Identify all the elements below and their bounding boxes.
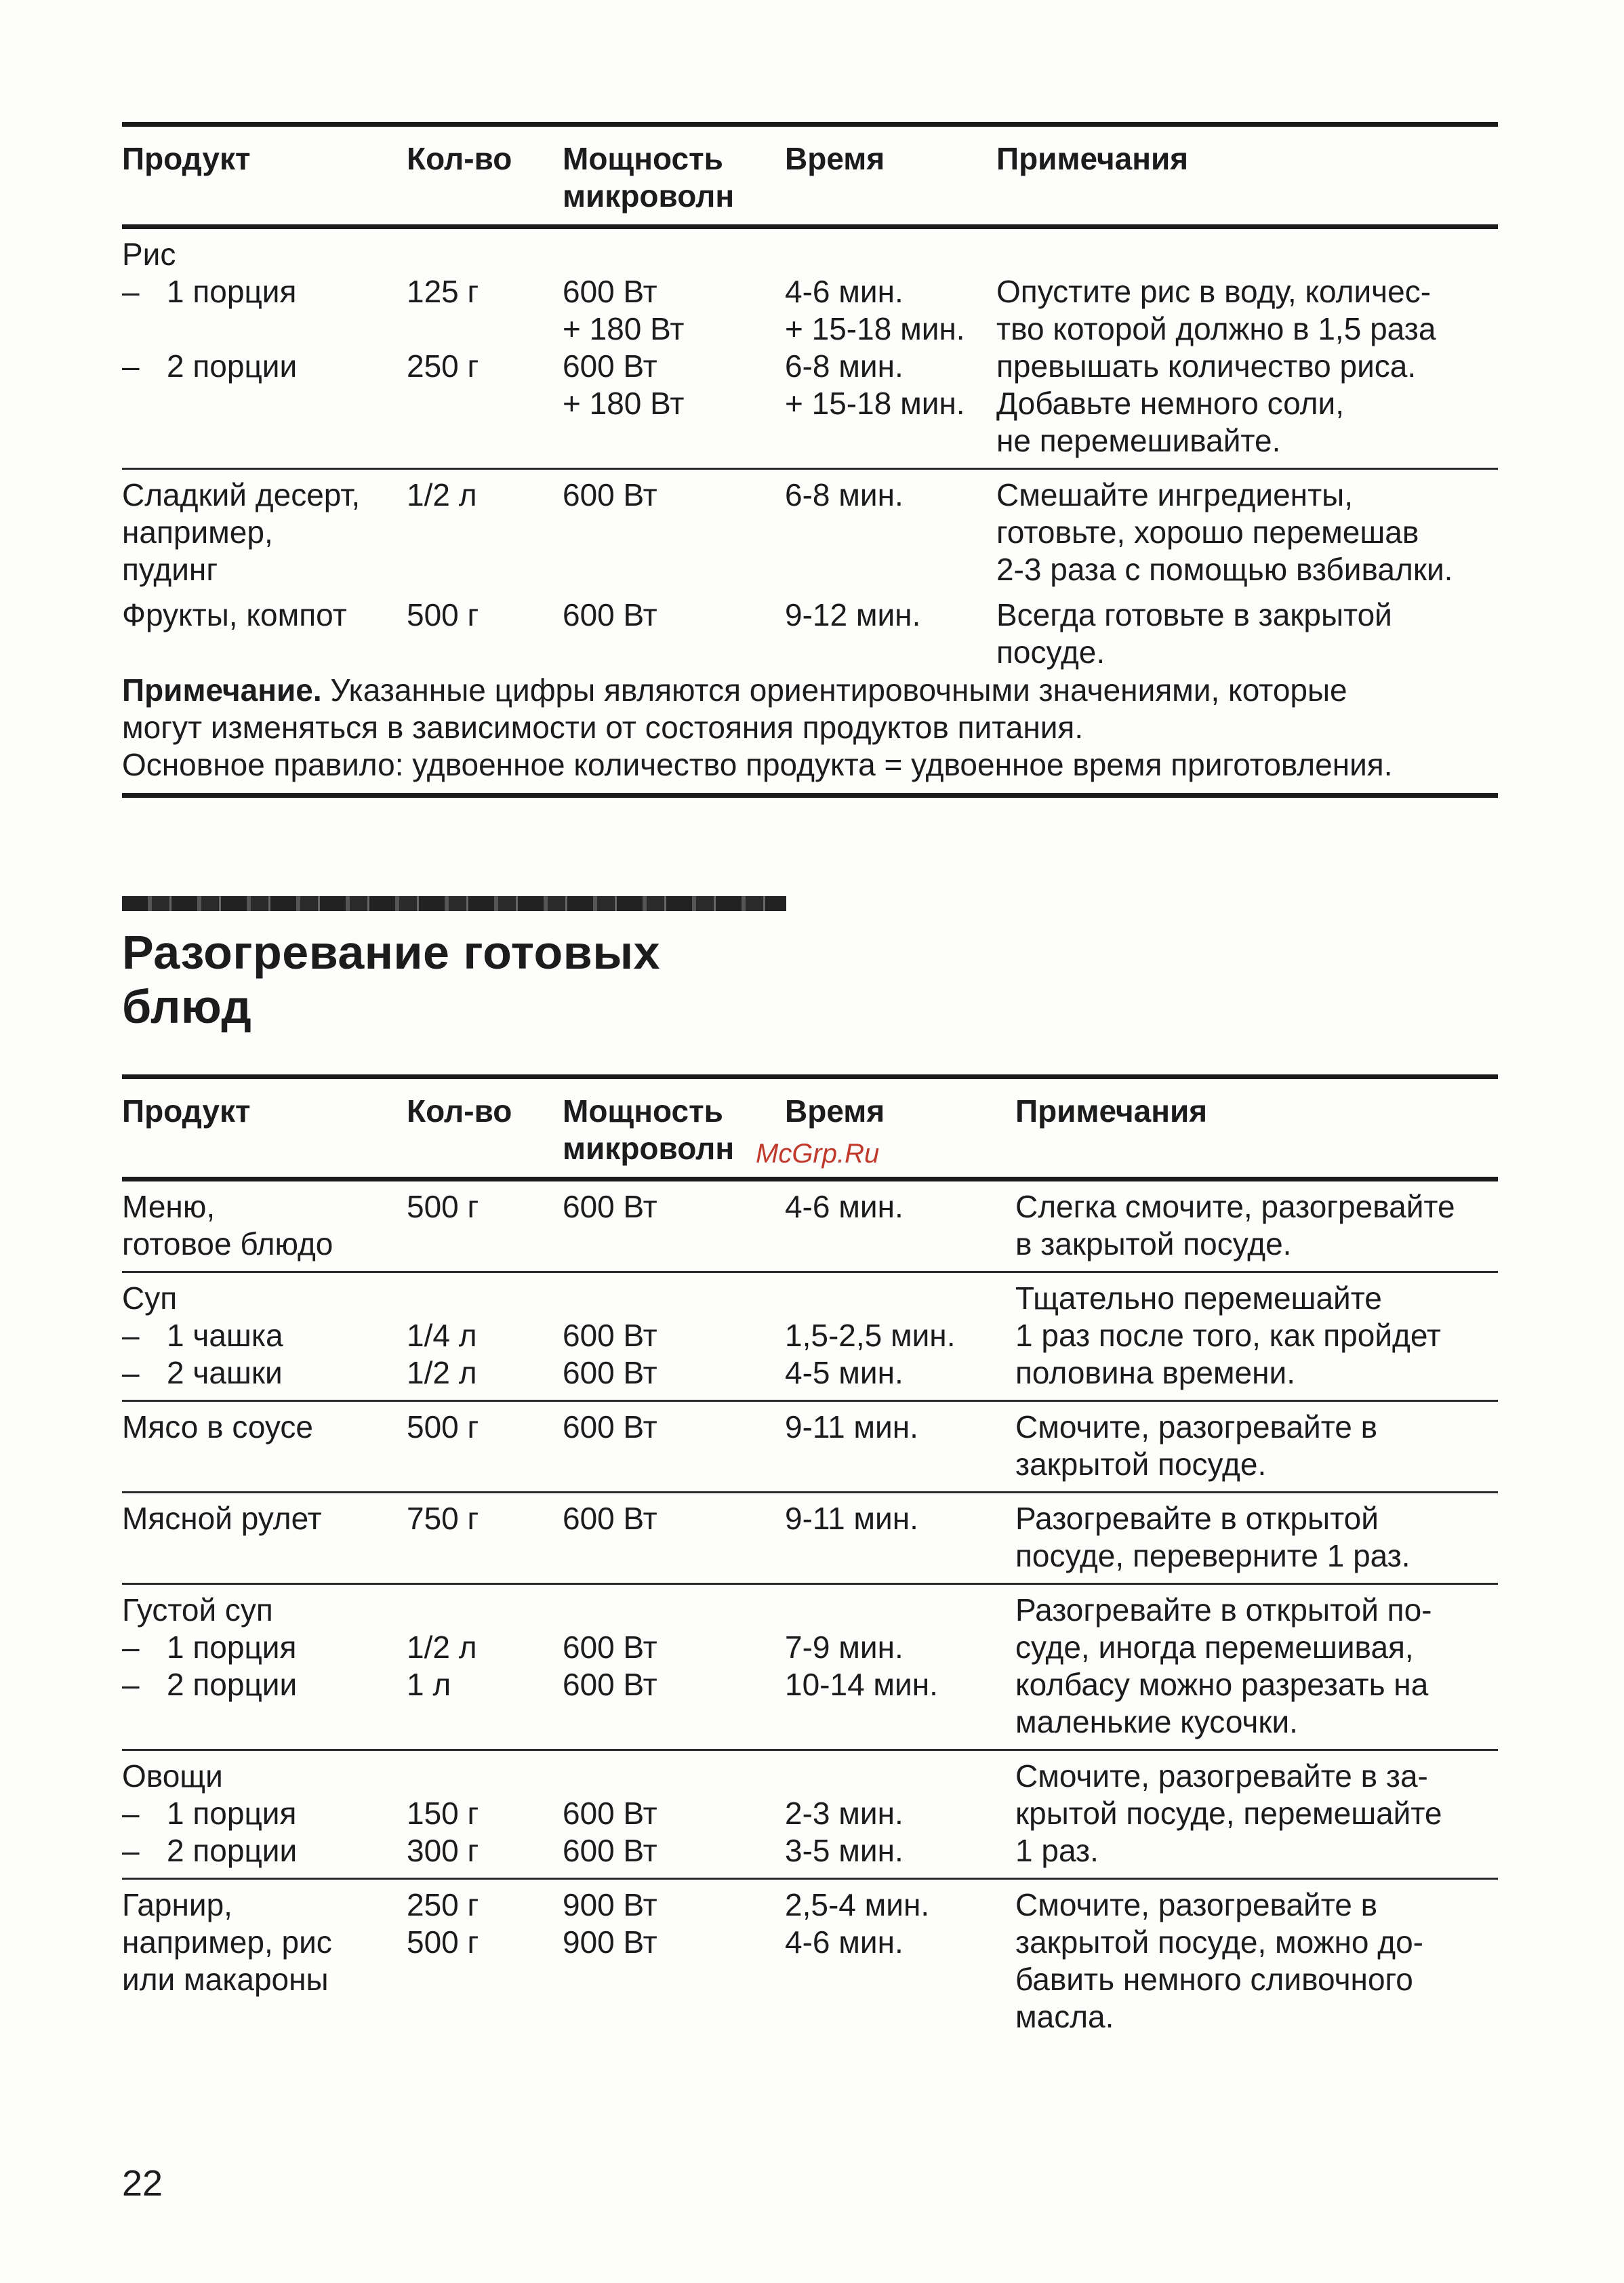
header-power: Мощность микроволн bbox=[563, 125, 785, 227]
qty-cell: 125 г 250 г bbox=[407, 227, 563, 469]
time-cell: 9-11 мин. bbox=[785, 1401, 1015, 1493]
table-row bbox=[122, 1179, 1498, 1272]
notes-cell: Слегка смочите, разогревайте в закрытой посуде. bbox=[1015, 1179, 1498, 1272]
qty-cell: 500 г bbox=[407, 597, 479, 632]
notes-cell: Опустите рис в воду, количес- тво которой должно в 1,5 раза превышать количество риса. Добавьте немного соли, не перемешивайте. bbox=[996, 227, 1498, 469]
header-time: Время bbox=[785, 125, 996, 227]
time-cell: 4-6 мин. bbox=[785, 1179, 1015, 1272]
notes-cell: Смочите, разогревайте в закрытой посуде, можно до- бавить немного сливочного масла. bbox=[1015, 1887, 1423, 2034]
footnote: Примечание. Указанные цифры являются ориентировочными значениями, которые могут изменяться в зависимости от состояния продуктов питания. Основное правило: удвоенное количество продукта = удвоенное время приготовления. bbox=[122, 668, 1498, 798]
header-notes: Примечания bbox=[1015, 1077, 1498, 1179]
table-row bbox=[122, 1272, 1498, 1401]
qty-cell: 1/2 л bbox=[407, 477, 477, 512]
notes-cell: Смочите, разогревайте в закрытой посуде. bbox=[1015, 1401, 1498, 1493]
power-cell: 900 Вт 900 Вт bbox=[563, 1887, 657, 1960]
table-row bbox=[122, 1493, 1498, 1584]
header-power: Мощность микроволн bbox=[563, 1077, 785, 1179]
notes-cell: Разогревайте в открытой посуде, переверните 1 раз. bbox=[1015, 1493, 1498, 1584]
notes-cell: Смешайте ингредиенты, готовьте, хорошо перемешав 2-3 раза с помощью взбивалки. bbox=[996, 477, 1453, 587]
table-row bbox=[122, 227, 1498, 469]
qty-cell: 750 г bbox=[407, 1493, 563, 1584]
qty-cell: 500 г bbox=[407, 1401, 563, 1493]
table-row bbox=[122, 597, 1498, 671]
header-qty: Кол-во bbox=[407, 125, 563, 227]
time-cell: 9-12 мин. bbox=[785, 597, 921, 632]
notes-cell: Смочите, разогревайте в за- крытой посуде, перемешайте 1 раз. bbox=[1015, 1750, 1498, 1879]
product-cell: Сладкий десерт, например, пудинг bbox=[122, 477, 361, 587]
time-cell: 9-11 мин. bbox=[785, 1493, 1015, 1584]
product-cell: Рис – 1 порция – 2 порции bbox=[122, 227, 407, 469]
header-product: Продукт bbox=[122, 125, 407, 227]
table-row bbox=[122, 1879, 1498, 2044]
section-rule bbox=[122, 896, 786, 911]
product-cell: Густой суп – 1 порция – 2 порции bbox=[122, 1584, 407, 1750]
product-cell: Гарнир, например, рис или макароны bbox=[122, 1887, 332, 1997]
notes-cell: Тщательно перемешайте 1 раз после того, как пройдет половина времени. bbox=[1015, 1272, 1498, 1401]
qty-cell: 150 г 300 г bbox=[407, 1750, 563, 1879]
qty-cell: 1/2 л 1 л bbox=[407, 1584, 563, 1750]
notes-cell: Всегда готовьте в закрытой посуде. bbox=[996, 597, 1392, 670]
time-cell: 2,5-4 мин. 4-6 мин. bbox=[785, 1887, 930, 1960]
power-cell: 600 Вт bbox=[563, 477, 657, 512]
table-header-row bbox=[122, 125, 1498, 227]
table-row bbox=[122, 469, 1498, 597]
power-cell: 600 Вт 600 Вт bbox=[563, 1750, 785, 1879]
reheating-table bbox=[122, 1074, 1498, 2044]
time-cell: 4-6 мин. + 15-18 мин. 6-8 мин. + 15-18 мин. bbox=[785, 227, 996, 469]
header-product: Продукт bbox=[122, 1077, 407, 1179]
power-cell: 600 Вт bbox=[563, 1179, 785, 1272]
qty-cell: 500 г bbox=[407, 1179, 563, 1272]
qty-cell: 250 г 500 г bbox=[407, 1887, 479, 1960]
page-number: 22 bbox=[122, 2163, 163, 2204]
power-cell: 600 Вт bbox=[563, 1401, 785, 1493]
product-cell: Мясной рулет bbox=[122, 1493, 407, 1584]
table-header-row bbox=[122, 1077, 1498, 1179]
notes-cell: Разогревайте в открытой по- суде, иногда перемешивая, колбасу можно разрезать на маленькие кусочки. bbox=[1015, 1584, 1498, 1750]
header-time: Время bbox=[785, 1077, 1015, 1179]
time-cell: 7-9 мин. 10-14 мин. bbox=[785, 1584, 1015, 1750]
watermark: McGrp.Ru bbox=[756, 1139, 880, 1169]
power-cell: 600 Вт 600 Вт bbox=[563, 1272, 785, 1401]
table-row bbox=[122, 1401, 1498, 1493]
header-notes: Примечания bbox=[996, 125, 1498, 227]
cooking-table bbox=[122, 122, 1498, 671]
section-title: Разогревание готовых блюд bbox=[122, 926, 661, 1033]
product-cell: Овощи – 1 порция – 2 порции bbox=[122, 1750, 407, 1879]
power-cell: 600 Вт 600 Вт bbox=[563, 1584, 785, 1750]
product-cell: Фрукты, компот bbox=[122, 597, 347, 632]
power-cell: 600 Вт bbox=[563, 1493, 785, 1584]
qty-cell: 1/4 л 1/2 л bbox=[407, 1272, 563, 1401]
time-cell: 6-8 мин. bbox=[785, 477, 904, 512]
time-cell: 1,5-2,5 мин. 4-5 мин. bbox=[785, 1272, 1015, 1401]
product-cell: Суп – 1 чашка – 2 чашки bbox=[122, 1272, 407, 1401]
footnote-label: Примечание. bbox=[122, 672, 322, 708]
product-cell: Мясо в соусе bbox=[122, 1401, 407, 1493]
table-row bbox=[122, 1584, 1498, 1750]
product-cell: Меню, готовое блюдо bbox=[122, 1179, 407, 1272]
time-cell: 2-3 мин. 3-5 мин. bbox=[785, 1750, 1015, 1879]
header-qty: Кол-во bbox=[407, 1077, 563, 1179]
power-cell: 600 Вт bbox=[563, 597, 657, 632]
power-cell: 600 Вт + 180 Вт 600 Вт + 180 Вт bbox=[563, 227, 785, 469]
table-row bbox=[122, 1750, 1498, 1879]
